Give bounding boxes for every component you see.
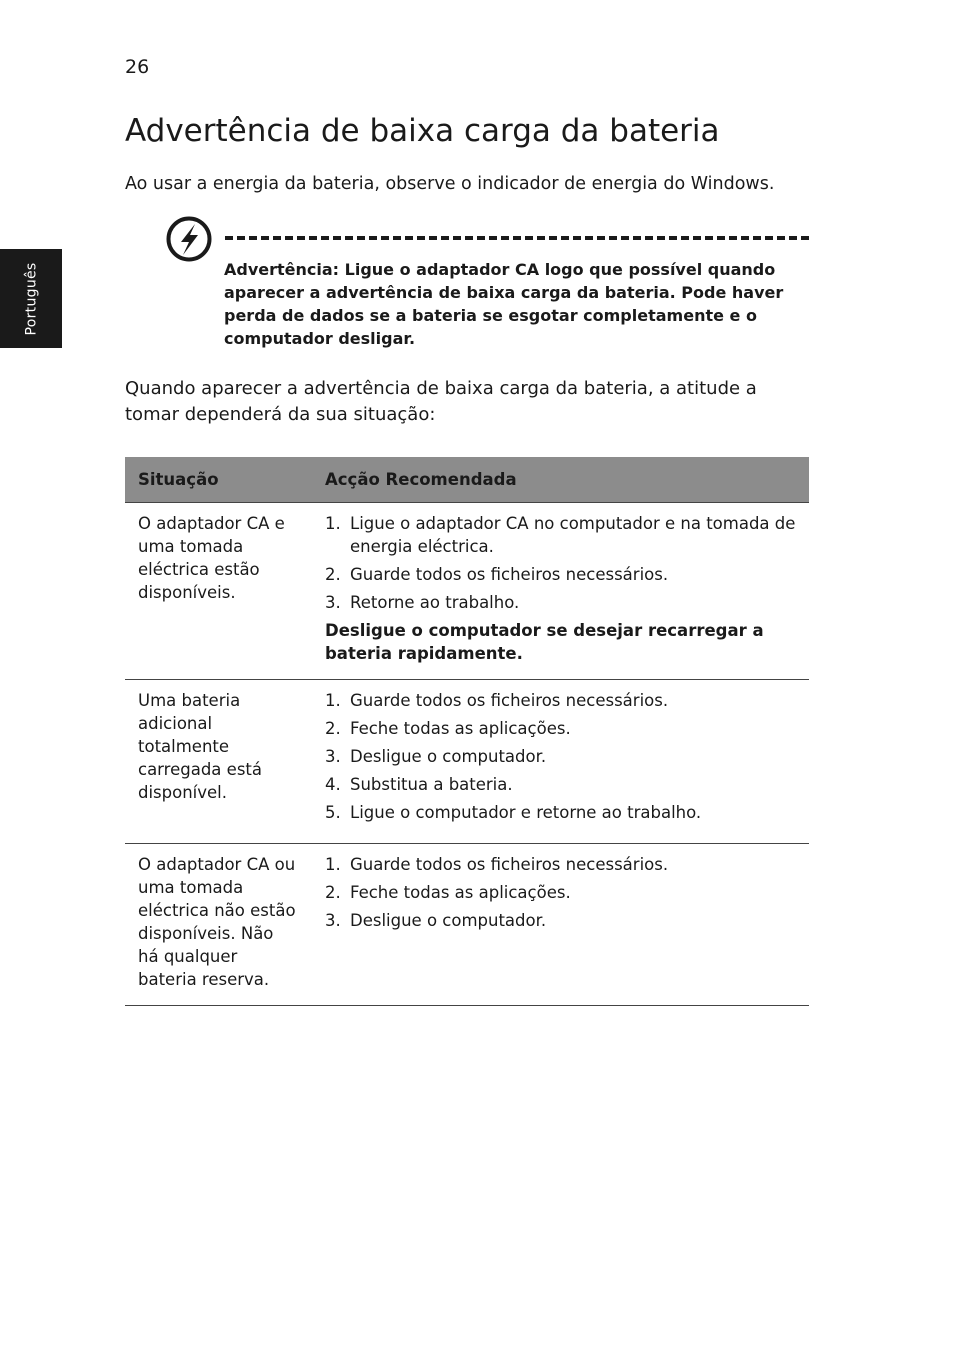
page-number: 26 <box>125 56 150 78</box>
table-header-row <box>125 457 809 503</box>
table-row <box>125 680 809 844</box>
page-title: Advertência de baixa carga da bateria <box>125 113 720 149</box>
table-row <box>125 844 809 1006</box>
action-cell <box>312 503 809 680</box>
list-item: 3. Retorne ao trabalho. <box>325 593 520 612</box>
lead-paragraph: Quando aparecer a advertência de baixa carga da bateria, a atitude a tomar dependerá da sua situação: <box>125 378 757 425</box>
action-steps <box>325 853 796 932</box>
battery-action-table <box>125 457 809 1006</box>
action-steps <box>325 512 796 614</box>
action-steps <box>325 689 796 824</box>
list-item: 5. Ligue o computador e retorne ao trabalho. <box>325 803 702 822</box>
action-cell <box>312 680 809 844</box>
list-item: 1. Guarde todos os ficheiros necessários. <box>325 691 669 710</box>
warning-lightning-icon <box>165 215 213 263</box>
intro-paragraph: Ao usar a energia da bateria, observe o indicador de energia do Windows. <box>125 174 775 194</box>
warning-text: Advertência: Ligue o adaptador CA logo que possível quando aparecer a advertência de baixa carga da bateria. Pode haver perda de dados se a bateria se esgotar completamente e o computador desligar. <box>224 260 784 348</box>
header-situation: Situação <box>125 457 312 503</box>
language-side-tab <box>0 249 62 348</box>
list-item: 2. Feche todas as aplicações. <box>325 719 571 738</box>
header-action: Acção Recomendada <box>312 457 809 503</box>
warning-divider <box>225 236 809 240</box>
list-item: 4. Substitua a bateria. <box>325 775 513 794</box>
action-cell <box>312 844 809 1006</box>
list-item: 1. Ligue o adaptador CA no computador e na tomada de energia eléctrica. <box>325 514 796 556</box>
situation-cell: Uma bateria adicional totalmente carregada está disponível. <box>125 680 312 844</box>
action-note: Desligue o computador se desejar recarregar a bateria rapidamente. <box>325 621 764 663</box>
list-item: 3. Desligue o computador. <box>325 747 547 766</box>
list-item: 1. Guarde todos os ficheiros necessários. <box>325 855 669 874</box>
situation-cell: O adaptador CA ou uma tomada eléctrica não estão disponíveis. Não há qualquer bateria reserva. <box>125 844 312 1006</box>
table-row <box>125 503 809 680</box>
list-item: 2. Guarde todos os ficheiros necessários. <box>325 565 669 584</box>
list-item: 3. Desligue o computador. <box>325 911 547 930</box>
situation-cell: O adaptador CA e uma tomada eléctrica estão disponíveis. <box>125 503 312 680</box>
language-label: Português <box>23 262 39 335</box>
list-item: 2. Feche todas as aplicações. <box>325 883 571 902</box>
